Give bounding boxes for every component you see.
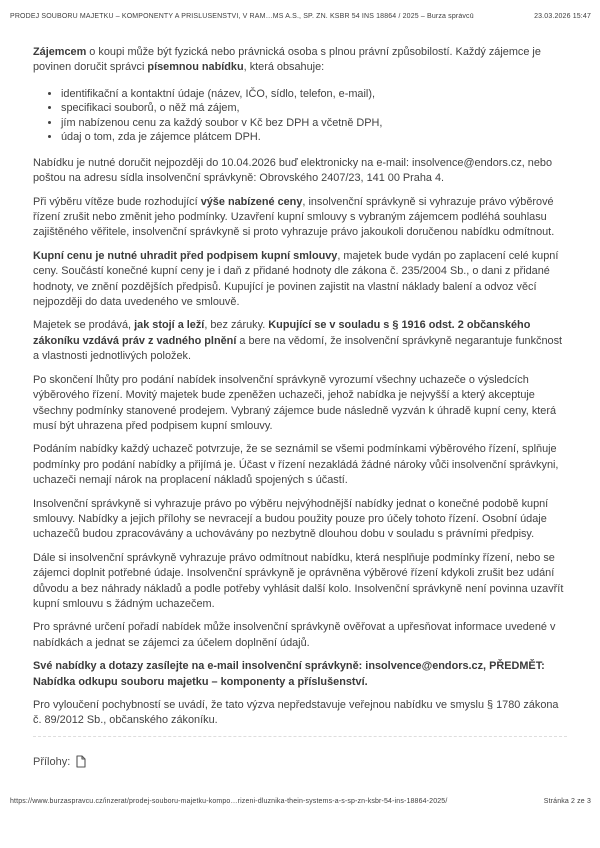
bold-text: Zájemcem (33, 46, 87, 58)
text: , insolvenční správkyně si vyhrazuje právo výběrové řízení zrušit nebo změnit jeho podmínky. Uzavření kupní smlouvy s vybraným zájemcem podléhá souhlasu zajištěného věřitele, insolvenční správkyně si proto vyhrazuje právo jakoukoli doručenou nabídku odmítnout. (33, 195, 555, 239)
print-footer (10, 798, 591, 805)
paragraph (33, 497, 567, 543)
print-footer-url: https://www.burzaspravcu.cz/inzerat/prodej-souboru-majetku-kompo…rizeni-dluznika-thein-systems-a-s-sp-zn-ksbr-54-ins-18864-2025/ (10, 798, 448, 805)
text: a bere na vědomí, že insolvenční správkyně negarantuje funkčnost a vlastnosti jednotlivých položek. (33, 334, 563, 363)
bold-text: Kupující se v souladu s § 1916 odst. 2 občanského zákoníku vzdává práv z vadného plnění (33, 319, 531, 347)
bullet-item: • identifikační a kontaktní údaje (název, IČO, sídlo, telefon, e-mail), (61, 87, 567, 102)
text: Nabídku je nutné doručit nejpozději do 10.04.2026 buď elektronicky na e-mail: insolvence@endors.cz, nebo poštou na adresu sídla insolvenční správkyně: Obrovského 2407/23, 141 00 Praha 4. (33, 156, 553, 185)
text: Po skončení lhůty pro podání nabídek insolvenční správkyně vyrozumí všechny uchazeče o výsledcích výběrového řízení. Movitý majetek bude zpeněžen uchazeči, jehož nabídka je nejvyšší a který akceptuje všechny podmínky stanovené prodejem. Vybraný zájemce bude následně vyzván k úhradě kupní ceny, která musí být uhrazena před podpisem kupní smlouvy. (33, 373, 557, 432)
attachments-separator (33, 736, 567, 737)
attachments-row (33, 755, 86, 768)
paragraph (33, 442, 567, 488)
text: Insolvenční správkyně si vyhrazuje právo po výběru nejvýhodnější nabídky jednat o konečné podobě kupní smlouvy. Nabídky a jejich přílohy se nevracejí a budou použity pouze pro účely tohoto řízení. Osobní údaje uchazečů budou zpracovávány a uchovávány po nezbytně dlouhou dobu v souladu s právními předpisy. (33, 497, 549, 541)
bold-text: Kupní cenu je nutné uhradit před podpisem kupní smlouvy (33, 249, 338, 262)
text: Při výběru vítěze bude rozhodující (33, 195, 201, 208)
paragraph (33, 318, 567, 364)
attachments-label: Přílohy: (33, 755, 71, 768)
paragraph (33, 551, 567, 613)
paragraph (33, 45, 567, 76)
bold-text: písemnou nabídku (147, 61, 244, 74)
bullet-item: • údaj o tom, zda je zájemce plátcem DPH. (61, 130, 567, 145)
print-header (10, 13, 591, 20)
print-footer-page: Stránka 2 ze 3 (543, 798, 591, 805)
document-body (33, 37, 567, 737)
text: Pro správné určení pořadí nabídek může insolvenční správkyně ověřovat a upřesňovat informace uvedené v nabídkách a jednat se zájemci za účelem doplnění údajů. (33, 621, 556, 649)
bold-text: jak stojí a leží (134, 319, 205, 332)
paragraph (33, 659, 567, 690)
paragraph (33, 620, 567, 651)
document-icon (76, 755, 86, 768)
text: Pro vyloučení pochybností se uvádí, že tato výzva nepředstavuje veřejnou nabídku ve smyslu § 1780 zákona č. 89/2012 Sb., občanského zákoníku. (33, 699, 559, 727)
text: Podáním nabídky každý uchazeč potvrzuje, že se seznámil se všemi podmínkami výběrového řízení, splňuje podmínky pro podání nabídky a přijímá je. Účast v řízení nezakládá žádné nároky vůči insolvenční správkyni, uchazeči nemají nárok na proplacení nákladů spojených s účastí. (33, 443, 559, 487)
bullet-item: • specifikaci souborů, o něž má zájem, (61, 101, 567, 116)
text: , která obsahuje: (243, 61, 325, 74)
print-header-datetime: 23.03.2026 15:47 (534, 13, 591, 20)
bold-text: Své nabídky a dotazy zasílejte na e-mail insolvenční správkyně: insolvence@endors.cz, PŘEDMĚT: Nabídka odkupu souboru majetku – komponenty a příslušenství. (33, 660, 545, 688)
paragraph (33, 156, 567, 187)
bullet-list (33, 87, 567, 145)
paragraph (33, 373, 567, 435)
text: Dále si insolvenční správkyně vyhrazuje právo odmítnout nabídku, která nesplňuje podmínky řízení, nebo se zájemci doplnit potřebné údaje. Insolvenční správkyně je oprávněna výběrové řízení kdykoli zrušit bez udání důvodu a bez náhrady nákladů a podle potřeby vyhlásit další kolo. Insolvenční správkyně není povinna uzavřít kupní smlouvu s žádným uchazečem. (33, 551, 564, 610)
paragraph (33, 195, 567, 241)
text: , majetek bude vydán po zaplacení celé kupní ceny. Součástí konečné kupní ceny je i daň z přidané hodnoty dle zákona č. 235/2004 Sb., o dani z přidané hodnoty, ve znění pozdějších předpisů. Kupující je povinen zajistit na vlastní náklady balení a odvoz věcí nejpozději do data uvedeného ve smlouvě. (33, 249, 559, 309)
bullet-item: • jím nabízenou cenu za každý soubor v Kč bez DPH a včetně DPH, (61, 116, 567, 131)
paragraph (33, 698, 567, 729)
text: , bez záruky. (204, 319, 269, 332)
text: o koupi může být fyzická nebo právnická osoba s plnou právní způsobilostí. Každý zájemce je povinen doručit správci (33, 46, 541, 74)
bold-text: výše nabízené ceny (200, 195, 303, 208)
text: Majetek se prodává, (33, 319, 135, 332)
print-header-title: PRODEJ SOUBORU MAJETKU – KOMPONENTY A PŘÍSLUŠENSTVÍ, V RÁM…MS A.S., SP. ZN. KSBR 54 INS 18864 / 2025 – Burza správců (10, 13, 474, 20)
paragraph (33, 249, 567, 311)
